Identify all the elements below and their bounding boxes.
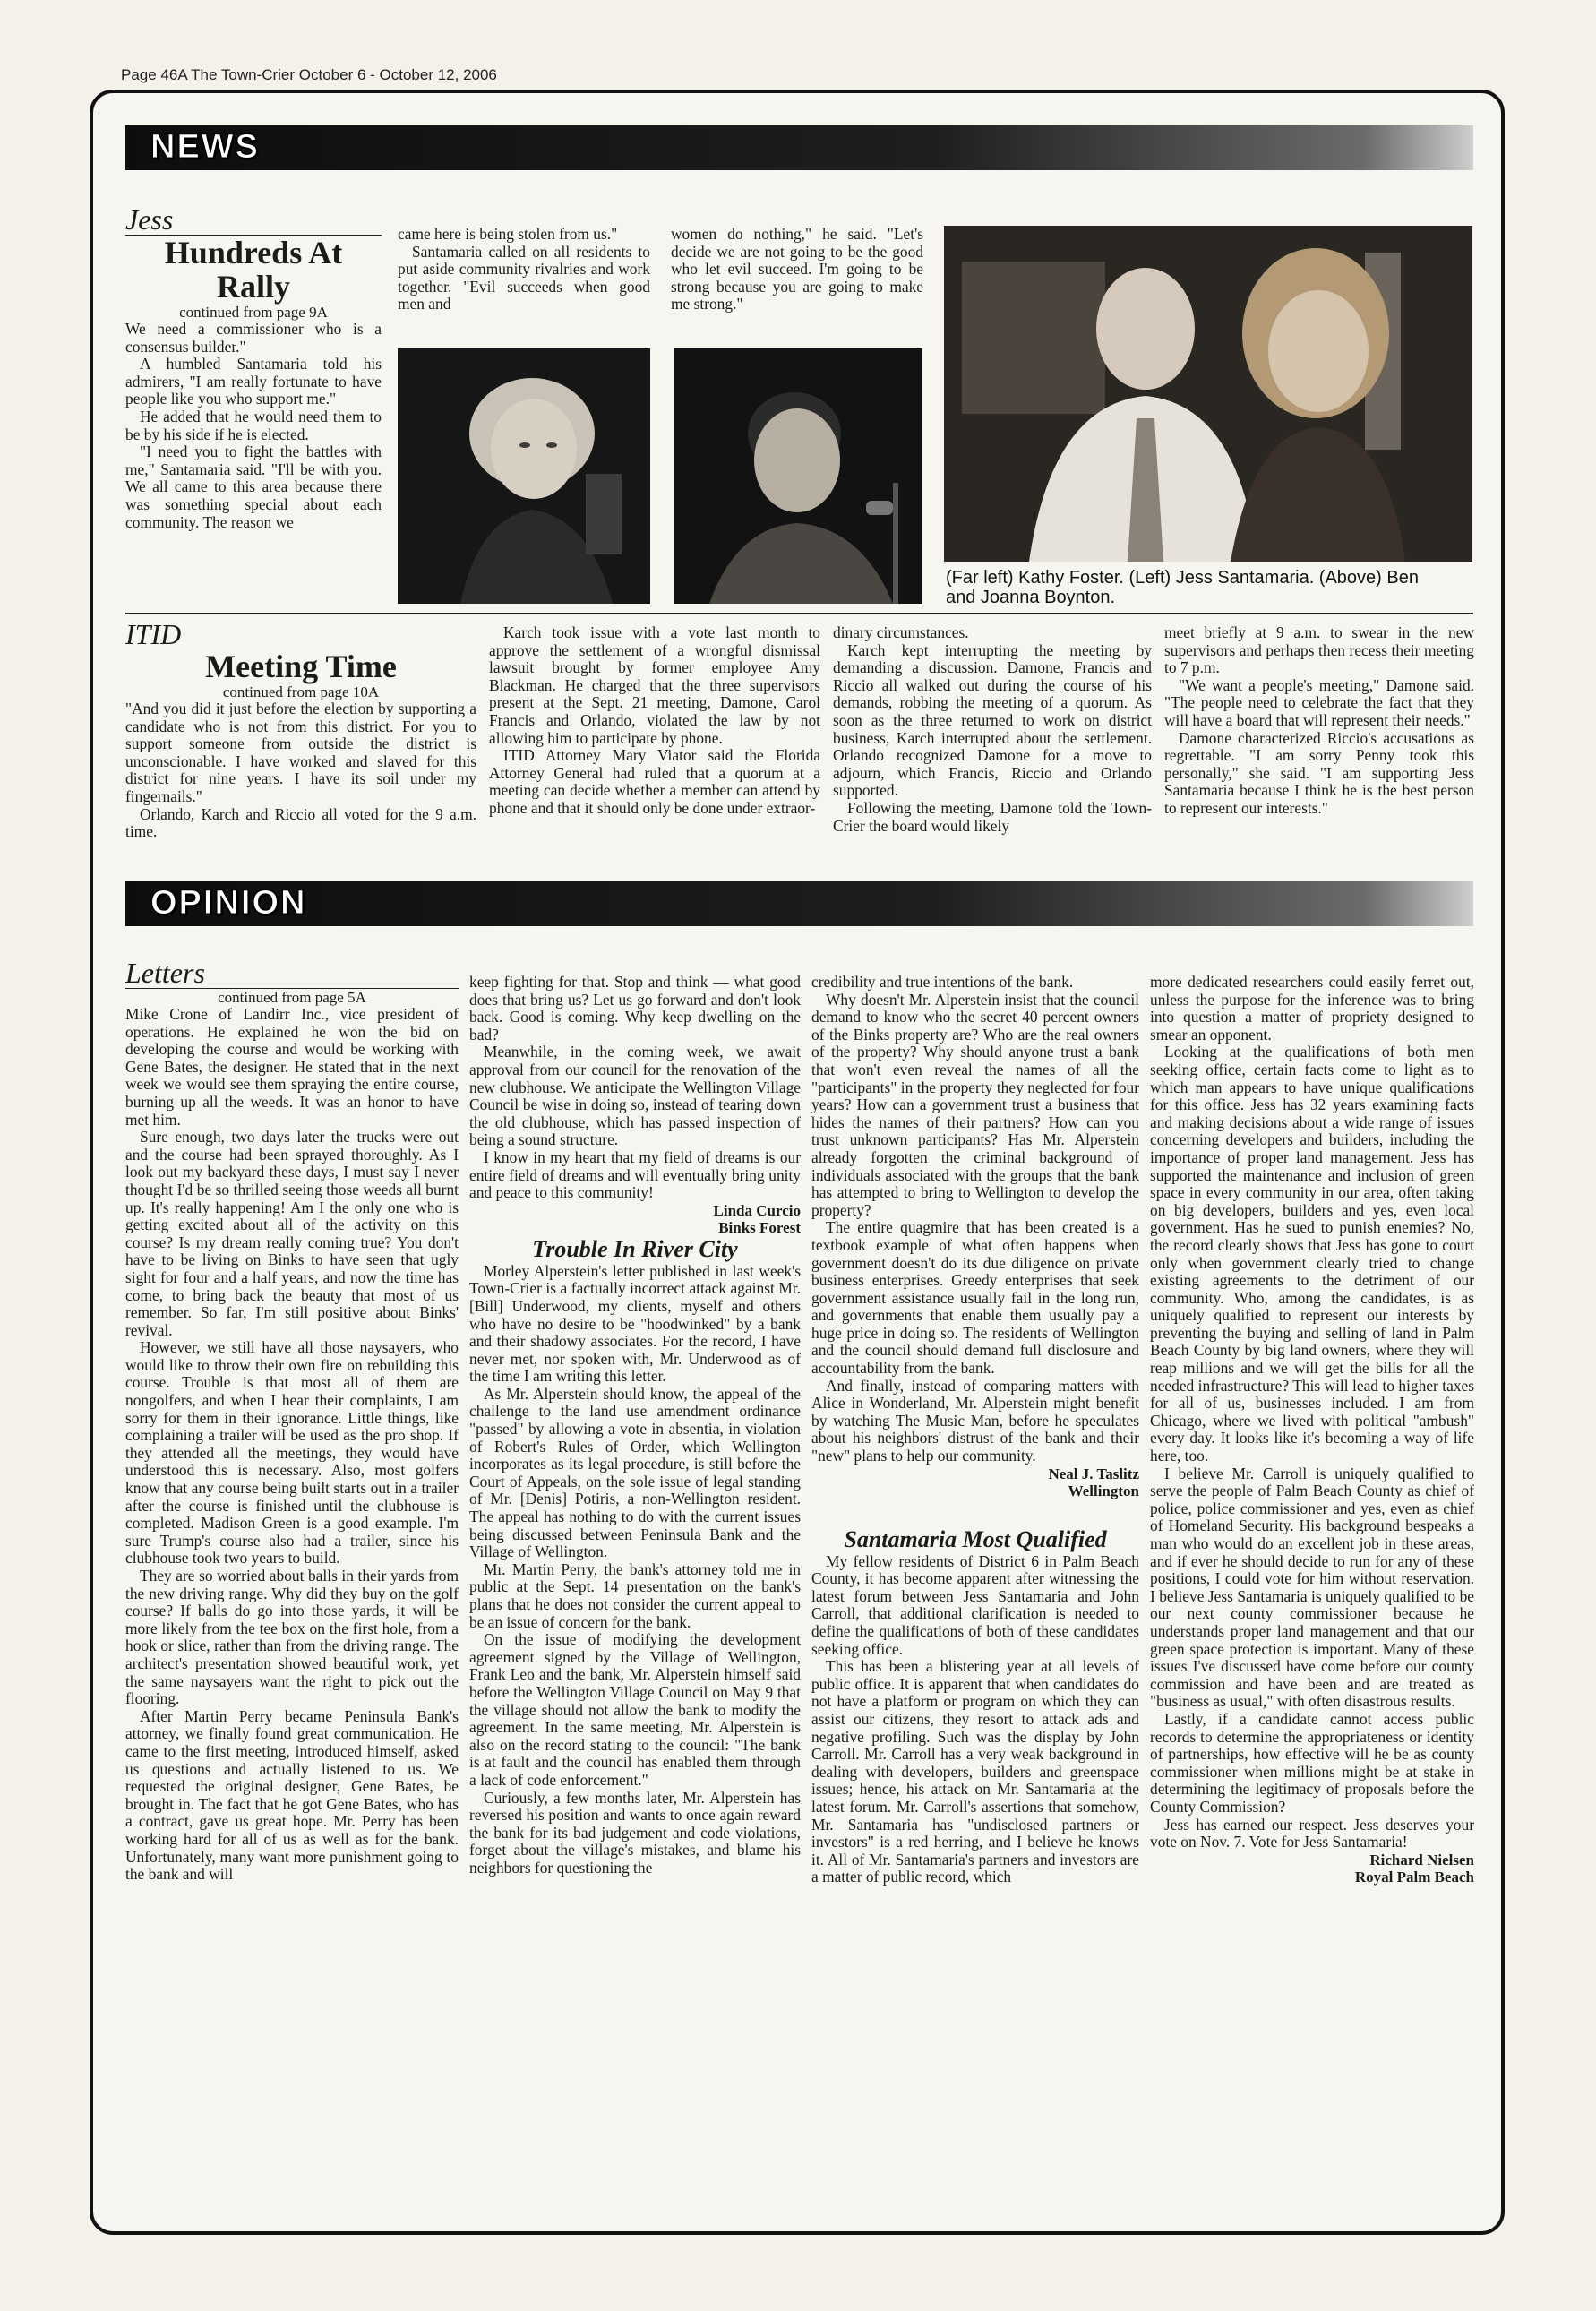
itid-paragraph: "And you did it just before the election by supporting a candidate who is not from this district. For you to support someone from outside the district is unconscionable. I have worked and slaved for this district for nine years. I have its soil under my fingernails." (125, 700, 476, 805)
letter-paragraph: After Martin Perry became Peninsula Bank's attorney, we finally found great communication. He came to the first meeting, introduced himself, asked us questions and actually listened to us. We requested the original designer, Gene Bates, be brought in. The fact that he got Gene Bates, who has a contract, gave us great hope. Mr. Perry has been working hard for all of us as well as for the bank. Unfortunately, many want more punishment going to the bank and will (125, 1706, 459, 1884)
letter-signature-place: Wellington (1068, 1482, 1139, 1499)
rally-paragraph: women do nothing," he said. "Let's decide we are not going to be the good who let evil succeed. I'm going to be strong because you are going to make me strong." (671, 226, 923, 314)
page-frame (90, 90, 1505, 2235)
letter-paragraph: I know in my heart that my field of dreams is our entire field of dreams and will eventually bring unity and peace to this community! (469, 1147, 801, 1202)
letter-paragraph: Mike Crone of Landirr Inc., vice president of operations. He explained he won the bid on developing the course and would be working with Gene Bates, the designer. He stated that in the next week we would see them spraying the entire course, burning up all the weeds. It was an honor to have met him. (125, 1005, 459, 1129)
itid-kicker: ITID (125, 619, 182, 650)
rally-kicker: Jess (125, 204, 382, 236)
letter-signature-name: Richard Nielsen (1369, 1851, 1474, 1869)
itid-paragraph: Orlando, Karch and Riccio all voted for the 9 a.m. time. (125, 804, 476, 841)
letter-paragraph: However, we still have all those naysayers, who would like to throw their own fire on rebuilding this course. Trouble is that most all of them are nongolfers, and when I hear their complaints, I am sorry for them in their ignorance. Little things, like complaining a trailer will be used as the pro shop. If they attended all the meetings, they would have understood this is necessary. Also, most golfers know that any course being built starts out in a trailer after the course is finished until the clubhouse is completed. Madison Green is a good example. I'm sure Trump's course also had a trailer, since his clubhouse took two years to build. (125, 1338, 459, 1568)
section-divider (125, 613, 1473, 614)
photo-ben-joanna-boynton (944, 226, 1472, 562)
letter-paragraph: Sure enough, two days later the trucks were out and the course had been sprayed thoroughly. As I look out my backyard these days, I must say I never thought I'd be so thrilled seeing those weeds all burnt up. It's really happening! Am I the only one who is getting excited about all of the activity on this course? Is my dream really coming true? You don't have to be living on Binks to have seen that ugly sight for four and a half years, and now the time has come, to bring back the beauty that most of us remember. So far, I'm still positive about Binks' revival. (125, 1128, 459, 1339)
rally-headline: Hundreds At Rally (164, 235, 343, 305)
letter-signature-name: Linda Curcio (713, 1201, 801, 1219)
itid-column-3 (833, 624, 1152, 875)
portrait-couple-icon (944, 226, 1472, 562)
itid-column-4 (1164, 624, 1474, 875)
letters-column-3 (811, 974, 1139, 2214)
letter-paragraph: Curiously, a few months later, Mr. Alperstein has reversed his position and wants to once again reward the bank for its bad judgement and code violations, forget about the village's mistakes, and blame his neighbors for questioning the (469, 1788, 801, 1877)
photo-caption: (Far left) Kathy Foster. (Left) Jess Santamaria. (Above) Ben and Joanna Boynton. (946, 568, 1419, 607)
itid-paragraph: Following the meeting, Damone told the Town-Crier the board would likely (833, 798, 1152, 835)
itid-paragraph: ITID Attorney Mary Viator said the Florida Attorney General had ruled that a quorum at a meeting can decide whether a member can attend by phone and that it should only be done under extraor- (489, 746, 820, 817)
news-banner-label: NEWS (150, 128, 260, 166)
itid-paragraph: "We want a people's meeting," Damone said. "The people need to celebrate the fact that they will have a board that will represent their needs." (1164, 675, 1474, 729)
itid-paragraph: dinary circumstances. (833, 624, 969, 641)
letter-paragraph: And finally, instead of comparing matters with Alice in Wonderland, Mr. Alperstein might benefit by watching The Music Man, before he speculates about his neighbors' distrust of the bank and their "new" plans to help our community. (811, 1376, 1139, 1465)
rally-continued: continued from page 9A (179, 304, 328, 321)
photo-jess-santamaria (674, 348, 922, 604)
letter-paragraph: My fellow residents of District 6 in Palm Beach County, it has become apparent after witnessing the latest forum between Jess Santamaria and John Carroll, that additional clarification is needed to define the qualifications of both of these candidates seeking office. (811, 1551, 1139, 1658)
letter-paragraph: Mr. Martin Perry, the bank's attorney told me in public at the Sept. 14 presentation on the bank's plans that he does not consider the current appeal to be an issue of concern for the bank. (469, 1559, 801, 1631)
rally-paragraph: came here is being stolen from us." (398, 226, 618, 243)
letter-paragraph: They are so worried about balls in their yards from the new driving range. Why did they buy on the golf course? If balls do go into those yards, it will be more likely from the tee box on the first hole, from a hook or slice, rather than from the driving range. The architect's presentation showed beautiful work, yet the same naysayers want the right to pick out the flooring. (125, 1567, 459, 1708)
masthead: Page 46A The Town-Crier October 6 - October 12, 2006 (121, 66, 497, 83)
letter-paragraph: This has been a blistering year at all levels of public office. It is apparent that when candidates do not have a platform or program on which they can assist our citizens, they resort to attack ads and negative profiling. Such was the display by John Carroll. Mr. Carroll has a very weak background in dealing with developers, builders and greenspace issues; hence, his attack on Mr. Santamaria at the latest forum. Mr. Carroll's assertions that somehow, Mr. Santamaria has "undisclosed partners or investors" is a red herring, and I believe he knows it. All of Mr. Santamaria's partners and investors are a matter of public record, which (811, 1657, 1139, 1886)
letters-column-1 (125, 958, 459, 2212)
letter-signature-name: Neal J. Taslitz (1048, 1465, 1139, 1482)
letter-paragraph: Jess has earned our respect. Jess deserves your vote on Nov. 7. Vote for Jess Santamaria! (1150, 1815, 1474, 1851)
letter-signature-place: Binks Forest (718, 1218, 801, 1236)
itid-paragraph: Karch kept interrupting the meeting by demanding a discussion. Damone, Francis and Riccio all walked out during the course of his demands, robbing the meeting of a quorum. As soon as the three returned to work on district business, Karch interrupted about the settlement. Orlando recognized Damone for a move to adjourn, which Francis, Riccio and Orlando supported. (833, 640, 1152, 800)
letters-kicker: Letters (125, 958, 459, 989)
itid-continued: continued from page 10A (222, 683, 380, 700)
news-banner (125, 125, 1473, 170)
letter-paragraph: Morley Alperstein's letter published in last week's Town-Crier is a factually incorrect attack against Mr. [Bill] Underwood, my clients, myself and others who have no desire to be "hoodwinked" by a bank and their shadowy associates. For the record, I have never met, nor spoken with, Mr. Underwood as of the time I am writing this letter. (469, 1261, 801, 1386)
rally-paragraph: He added that he would need them to be by his side if he is elected. (125, 407, 382, 443)
letter-paragraph: Meanwhile, in the coming week, we await approval from our council for the renovation of the new clubhouse. We anticipate the Wellington Village Council be wise in doing so, instead of tearing down the old clubhouse, which has passed inspection of being a sound structure. (469, 1043, 801, 1149)
letter-paragraph: On the issue of modifying the development agreement signed by the Village of Wellington, Frank Leo and the bank, Mr. Alperstein himself said before the Wellington Village Council on May 9 that the village should not allow the bank to modify the agreement. In the same meeting, Mr. Alperstein is also on the record stating to the council: "The bank is at fault and the council has enabled them through a lack of code enforcement." (469, 1630, 801, 1789)
itid-paragraph: Damone characterized Riccio's accusations as regrettable. "I am sorry Penny took this personally," she said. "I am supporting Jess Santamaria because I think he is the best person to represent our interests." (1164, 728, 1474, 817)
itid-paragraph: meet briefly at 9 a.m. to swear in the new supervisors and perhaps then recess their meeting to 7 p.m. (1164, 624, 1474, 677)
letters-column-4 (1150, 974, 1474, 2214)
letter-paragraph: credibility and true intentions of the bank. (811, 974, 1074, 991)
opinion-banner (125, 881, 1473, 926)
rally-column-3 (671, 226, 923, 342)
itid-column-2 (489, 624, 820, 875)
letter-paragraph: Why doesn't Mr. Alperstein insist that the council demand to know who the secret 40 percent owners of the Binks property are? Who are the real owners of the property? Why should anyone trust a bank that won't even reveal the names of all the "participants" in the property they neglected for four years? How can a government trust a business that hides the names of their partners? How can you trust unknown participants? Has Mr. Alperstein already forgotten the criminal background of individuals associated with the groups that the bank has attempted to bring to Wellington to develop the property? (811, 990, 1139, 1219)
qualified-headline: Santamaria Most Qualified (844, 1525, 1107, 1552)
trouble-headline: Trouble In River City (532, 1235, 738, 1262)
rally-paragraph: A humbled Santamaria told his admirers, "I am really fortunate to have people like you who support me." (125, 355, 382, 408)
letter-paragraph: As Mr. Alperstein should know, the appeal of the challenge to the land use amendment ordinance "passed" by allowing a vote in absentia, in violation of Robert's Rules of Order, which Wellington incorporates as its legal procedure, is still before the Court of Appeals, on the sole issue of legal standing of Mr. [Denis] Potiris, a non-Wellington resident. The appeal has nothing to do with the current issues being discussed between Peninsula Bank and the Village of Wellington. (469, 1384, 801, 1561)
rally-column-2 (398, 226, 650, 342)
rally-paragraph: We need a commissioner who is a consensus builder." (125, 320, 382, 356)
letters-continued: continued from page 5A (218, 989, 366, 1006)
itid-headline: Meeting Time (205, 649, 397, 684)
letter-paragraph: Lastly, if a candidate cannot access public records to determine the appropriateness or identity of partnerships, how effective will he be as county commissioner when millions might be at stake in determining the legitimacy of proposals before the County Commission? (1150, 1709, 1474, 1816)
portrait-man-icon (674, 348, 922, 604)
letter-paragraph: I believe Mr. Carroll is uniquely qualified to serve the people of Palm Beach County as chief of police, police commissioner and yes, even as chief of Homeland Security. His background bespeaks a man who would do an excellent job in these areas, and if ever he should decide to run for any of these positions, I could vote for him without reservation. I believe Jess Santamaria is uniquely qualified to be our next county commissioner because he understands proper land management and that our green space protection is important. Many of these issues I've discussed have come before our county commission and have been and are treated as "business as usual," with often disastrous results. (1150, 1464, 1474, 1711)
letter-signature-place: Royal Palm Beach (1354, 1868, 1474, 1886)
rally-paragraph: "I need you to fight the battles with me," Santamaria said. "I'll be with you. We all came to this area because there was something special about each community. The reason we (125, 442, 382, 531)
opinion-banner-label: OPINION (150, 884, 307, 922)
letter-paragraph: keep fighting for that. Stop and think — what good does that bring us? Let us go forward and don't look back. Good is coming. Why keep dwelling on the bad? (469, 974, 801, 1044)
itid-paragraph: Karch took issue with a vote last month to approve the settlement of a wrongful dismissal lawsuit brought by former employee Amy Blackman. He charged that the three supervisors present at the Sept. 21 meeting, Damone, Carol Francis and Orlando, violated the law by not allowing him to participate by phone. (489, 624, 820, 747)
rally-paragraph: Santamaria called on all residents to put aside community rivalries and work together. "Evil succeeds when good men and (398, 242, 650, 314)
letter-paragraph: The entire quagmire that has been created is a textbook example of what often happens when government doesn't do its due diligence on private business enterprises. Greedy enterprises that seek government assistance usually fail in the long run, and governments that enable them usually pay a huge price in doing so. The residents of Wellington and the council should demand full disclosure and accountability from the bank. (811, 1218, 1139, 1378)
portrait-woman-icon (398, 348, 650, 604)
letters-column-2 (469, 974, 801, 2214)
letter-paragraph: more dedicated researchers could easily ferret out, unless the purpose for the inference was to bring into question a matter of propriety designed to smear an opponent. (1150, 974, 1474, 1044)
letter-paragraph: Looking at the qualifications of both men seeking office, certain facts come to light as to which man appears to have unique qualifications for this office. Jess has 32 years examining facts and making decisions about a wide range of issues concerning developers and builders, including the importance of proper land management. Jess has supported the maintenance and inclusion of green space in every community in our area, often taking on big developers, builders and yes, even local government. Has he sued to punish enemies? No, the record clearly shows that Jess has gone to court only when government clearly tried to change existing agreements to the detriment of our community. Who, among the candidates, is as uniquely qualified to represent our interests by preventing the buying and selling of land in Palm Beach County by big land owners, where they will reap millions and we will get the bills for all the needed infrastructure? This will lead to higher taxes for all of us, businesses included. I am from Chicago, where we lived with political "ambush" every day. It looks like it's becoming a way of life here, too. (1150, 1043, 1474, 1465)
photo-kathy-foster (398, 348, 650, 604)
